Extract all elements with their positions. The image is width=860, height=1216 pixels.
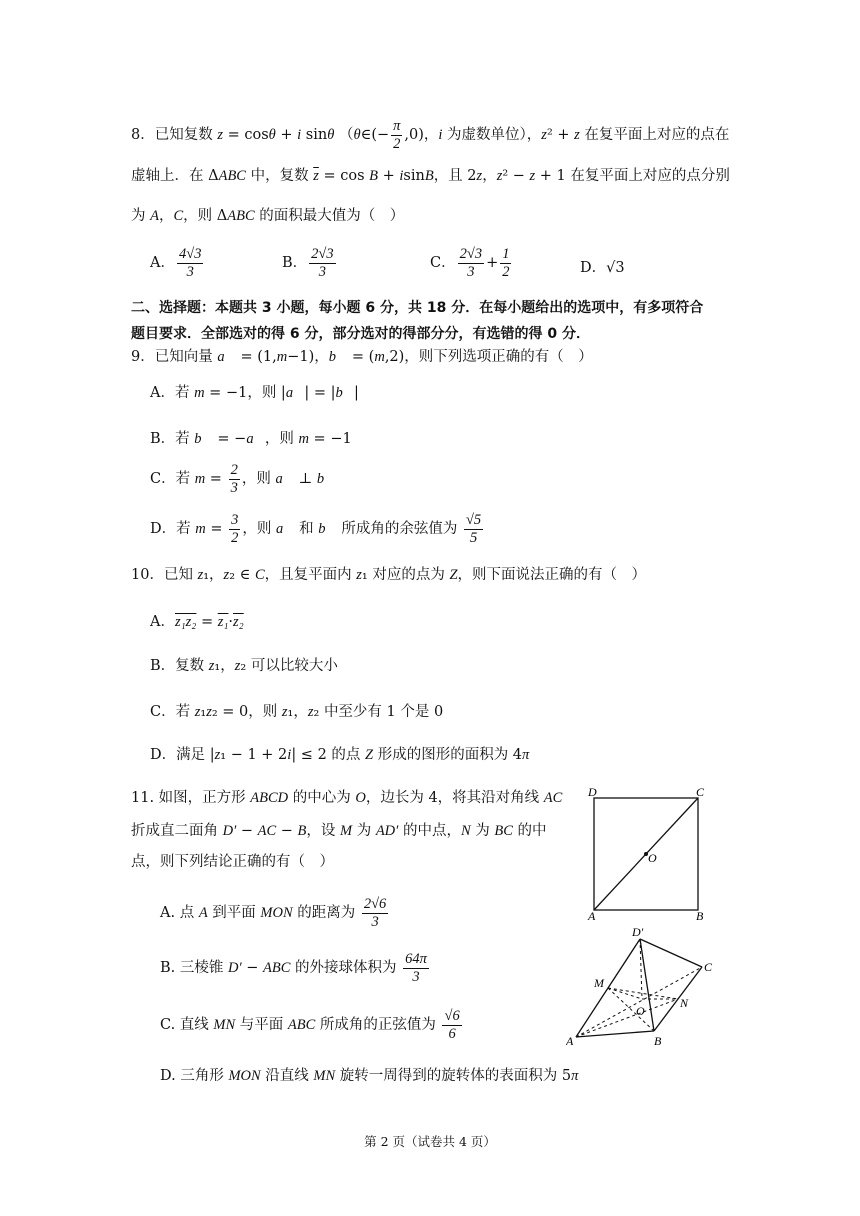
section2-line2: 题目要求．全部选对的得 6 分，部分选对的得部分分，有选错的得 0 分． (131, 326, 590, 342)
q8-line3: 为 A，C，则 ΔABC 的面积最大值为（ ） (131, 208, 405, 224)
q11-line3: 点，则下列结论正确的有（ ） (131, 854, 334, 870)
q11-option-a: A. 点 A 到平面 MON 的距离为 $\frac{2√6}{3}$ (160, 896, 387, 930)
segment-an-dashed (576, 999, 678, 1037)
q10-stem: 10．已知 z₁，z₂ ∈ C，且复平面内 z₁ 对应的点为 Z，则下面说法正确的有（ ） (131, 567, 647, 583)
q10-option-a: A．z₁z₂ = z₁·z₂ (150, 614, 244, 630)
fig1-label-d: D (588, 786, 597, 799)
segment-mo-dashed (608, 988, 642, 999)
fig2-label-c: C (704, 960, 713, 974)
segment-mb-dashed (608, 988, 654, 1031)
figure-folded-tetrahedron (566, 925, 726, 1050)
section2-line1: 二、选择题：本题共 3 小题，每小题 6 分，共 18 分．在每小题给出的选项中，有多项符合 (131, 300, 704, 316)
fig1-label-a: A (588, 909, 596, 923)
fig1-label-b: B (696, 909, 704, 923)
fig2-label-b: B (654, 1034, 662, 1048)
q11-line2: 折成直二面角 D′ − AC − B，设 M 为 AD′ 的中点，N 为 BC 的中 (131, 823, 547, 839)
q9-option-a: A．若 m = −1，则 |a⃗| = |b⃗| (150, 385, 359, 401)
q10-option-d: D．满足 |z₁ − 1 + 2i| ≤ 2 的点 Z 形成的图形的面积为 4π (150, 747, 530, 763)
edge-dc (640, 939, 702, 967)
fig2-label-d-prime: D′ (632, 925, 644, 939)
q11-option-c: C. 直线 MN 与平面 ABC 所成角的正弦值为 $\frac{√6}{6}$ (160, 1008, 460, 1042)
fig2-label-a: A (566, 1034, 574, 1048)
fig1-label-c: C (696, 786, 705, 799)
q10-option-c: C．若 z₁z₂ = 0，则 z₁，z₂ 中至少有 1 个是 0 (150, 704, 444, 720)
q8-option-d: D．√3 (580, 260, 625, 276)
q8-line2: 虚轴上．在 ΔABC 中，复数 $\overline{z} = \cos B + isinB$，且 2z，z² − z + 1 在复平面上对应的点分别 (131, 168, 730, 184)
q9-option-d: D．若 m = $\frac{3}{2}$ ，则 a⃗ 和 b⃗ 所成角的余弦值为 $\frac{√5}{5}$ (150, 512, 482, 546)
q9-stem: 9．已知向量 a⃗ = (1,m−1)，b⃗ = (m,2)，则下列选项正确的有（ ） (131, 349, 593, 365)
figure-square-abcd (584, 786, 724, 926)
q11-option-b: B. 三棱锥 D′ − ABC 的外接球体积为 $\frac{64\pi}{3}$ (160, 951, 427, 985)
page-footer: 第 2 页（试卷共 4 页） (364, 1134, 496, 1149)
q9-option-b: B．若 b⃗ = −a⃗，则 m = −1 (150, 431, 352, 447)
q11-line1: 11. 如图，正方形 ABCD 的中心为 O，边长为 4，将其沿对角线 AC (131, 790, 563, 806)
fig2-label-m: M (594, 976, 604, 990)
fig2-label-n: N (680, 996, 689, 1010)
fig1-label-o: O (648, 851, 657, 865)
q8-line1: 8．已知复数 z = cosθ + i sinθ （θ∈(− $\frac{\pi}{2}$ ,0)，i 为虚数单位），z² + z 在复平面上对应的点在 (131, 118, 730, 152)
q11-option-d: D. 三角形 MON 沿直线 MN 旋转一周得到的旋转体的表面积为 5π (160, 1068, 579, 1084)
fig2-label-o: O (636, 1004, 645, 1018)
q8-option-c: C． $\frac{2√3}{3}$ + $\frac{1}{2}$ (430, 246, 510, 280)
q8-option-b: B． $\frac{2√3}{3}$ (282, 246, 334, 280)
q9-option-c: C．若 m = $\frac{2}{3}$ ，则 a⃗ ⊥ b⃗ (150, 462, 336, 496)
q8-option-a: A． $\frac{4√3}{3}$ (150, 246, 202, 280)
q10-option-b: B．复数 z₁，z₂ 可以比较大小 (150, 658, 338, 674)
edge-ab (576, 1031, 654, 1037)
